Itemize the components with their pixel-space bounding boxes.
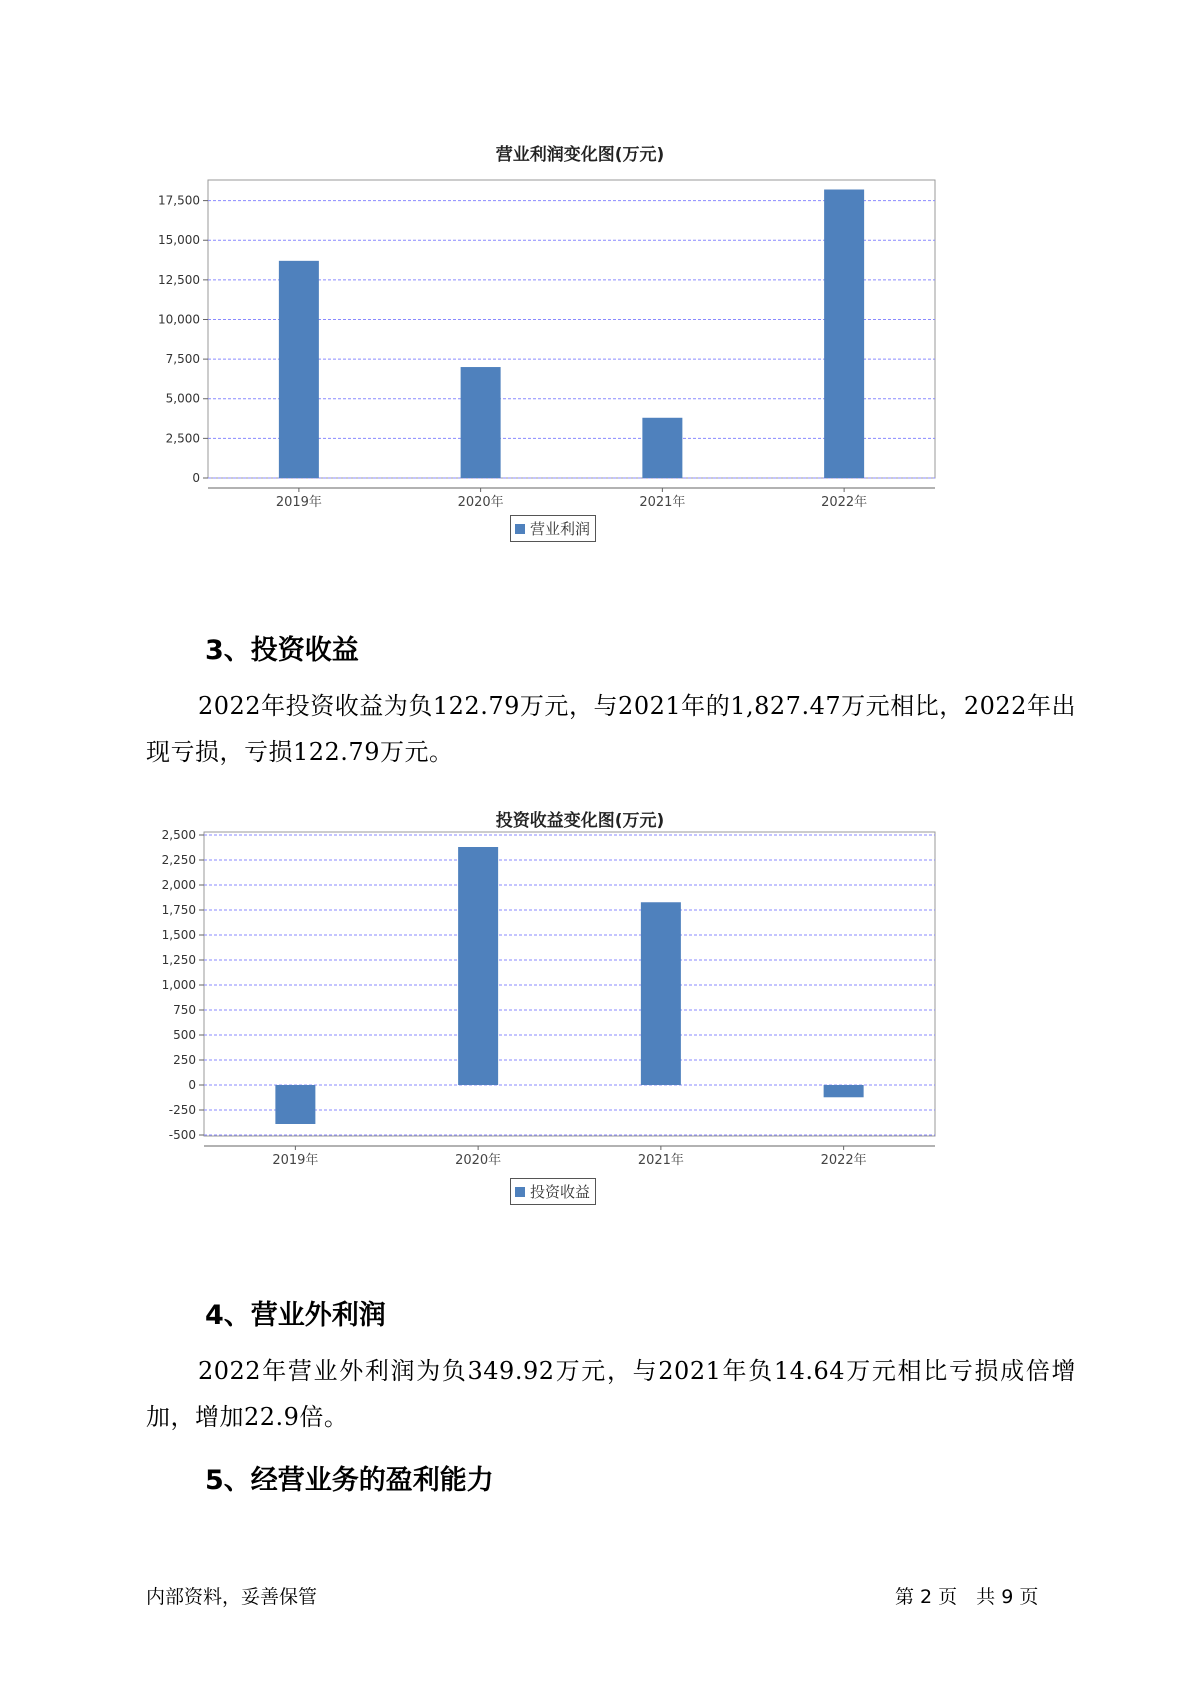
chart-title: 营业利润变化图(万元): [495, 145, 665, 165]
x-tick-label: 2020年: [455, 1153, 502, 1168]
chart-title: 投资收益变化图(万元): [495, 811, 665, 831]
section-4-heading: 4、营业外利润: [205, 1300, 386, 1331]
bar: [642, 418, 682, 478]
y-tick-label: 15,000: [158, 233, 200, 248]
x-tick-label: 2021年: [639, 495, 686, 510]
x-tick-label: 2019年: [275, 495, 322, 510]
bar: [275, 1085, 315, 1124]
y-tick-label: 2,500: [161, 828, 196, 842]
y-tick-label: 250: [173, 1053, 196, 1067]
section-5-heading: 5、经营业务的盈利能力: [205, 1465, 494, 1496]
operating-profit-chart: [150, 140, 1030, 580]
x-tick-label: 2021年: [637, 1153, 684, 1168]
y-tick-label: -500: [168, 1128, 196, 1142]
y-tick-label: -250: [168, 1103, 196, 1117]
y-tick-label: 7,500: [165, 352, 200, 367]
footer-right: 第 2 页 共 9 页: [895, 1586, 1039, 1608]
legend-swatch: [515, 1187, 525, 1197]
footer-left: 内部资料，妥善保管: [146, 1586, 318, 1608]
x-tick-label: 2020年: [457, 495, 504, 510]
section-4-text: 2022年营业外利润为负349.92万元，与2021年负14.64万元相比亏损成倍增加，增加22.9倍。: [146, 1357, 1076, 1431]
y-tick-label: 5,000: [165, 391, 200, 406]
bar: [824, 190, 864, 478]
investment-income-chart: [150, 806, 1030, 1246]
y-tick-label: 12,500: [158, 272, 200, 287]
y-tick-label: 2,250: [161, 853, 196, 867]
y-tick-label: 2,000: [161, 878, 196, 892]
chart-legend: [510, 1178, 596, 1205]
y-tick-label: 2,500: [165, 431, 200, 446]
x-tick-label: 2022年: [821, 495, 868, 510]
y-tick-label: 1,000: [161, 978, 196, 992]
y-tick-label: 1,500: [161, 928, 196, 942]
investment-income-chart-plot: [150, 828, 1030, 1202]
operating-profit-chart-plot: [150, 166, 1030, 546]
bar: [641, 902, 681, 1085]
chart-legend: [510, 515, 596, 542]
x-tick-label: 2022年: [820, 1153, 867, 1168]
y-tick-label: 17,500: [158, 193, 200, 208]
y-tick-label: 1,750: [161, 903, 196, 917]
legend-label: 营业利润: [530, 520, 591, 538]
y-tick-label: 500: [173, 1028, 196, 1042]
bar: [461, 367, 501, 478]
bar: [458, 847, 498, 1085]
legend-swatch: [515, 524, 525, 534]
y-tick-label: 1,250: [161, 953, 196, 967]
x-tick-label: 2019年: [272, 1153, 319, 1168]
y-tick-label: 0: [188, 1078, 196, 1092]
y-tick-label: 0: [192, 471, 200, 485]
legend-label: 投资收益: [530, 1183, 591, 1201]
bar: [279, 261, 319, 478]
section-3-heading: 3、投资收益: [205, 635, 359, 666]
section-3-text: 2022年投资收益为负122.79万元，与2021年的1,827.47万元相比，2022年出现亏损，亏损122.79万元。: [146, 692, 1076, 766]
y-tick-label: 10,000: [158, 312, 200, 327]
bar: [824, 1085, 864, 1097]
y-tick-label: 750: [173, 1003, 196, 1017]
